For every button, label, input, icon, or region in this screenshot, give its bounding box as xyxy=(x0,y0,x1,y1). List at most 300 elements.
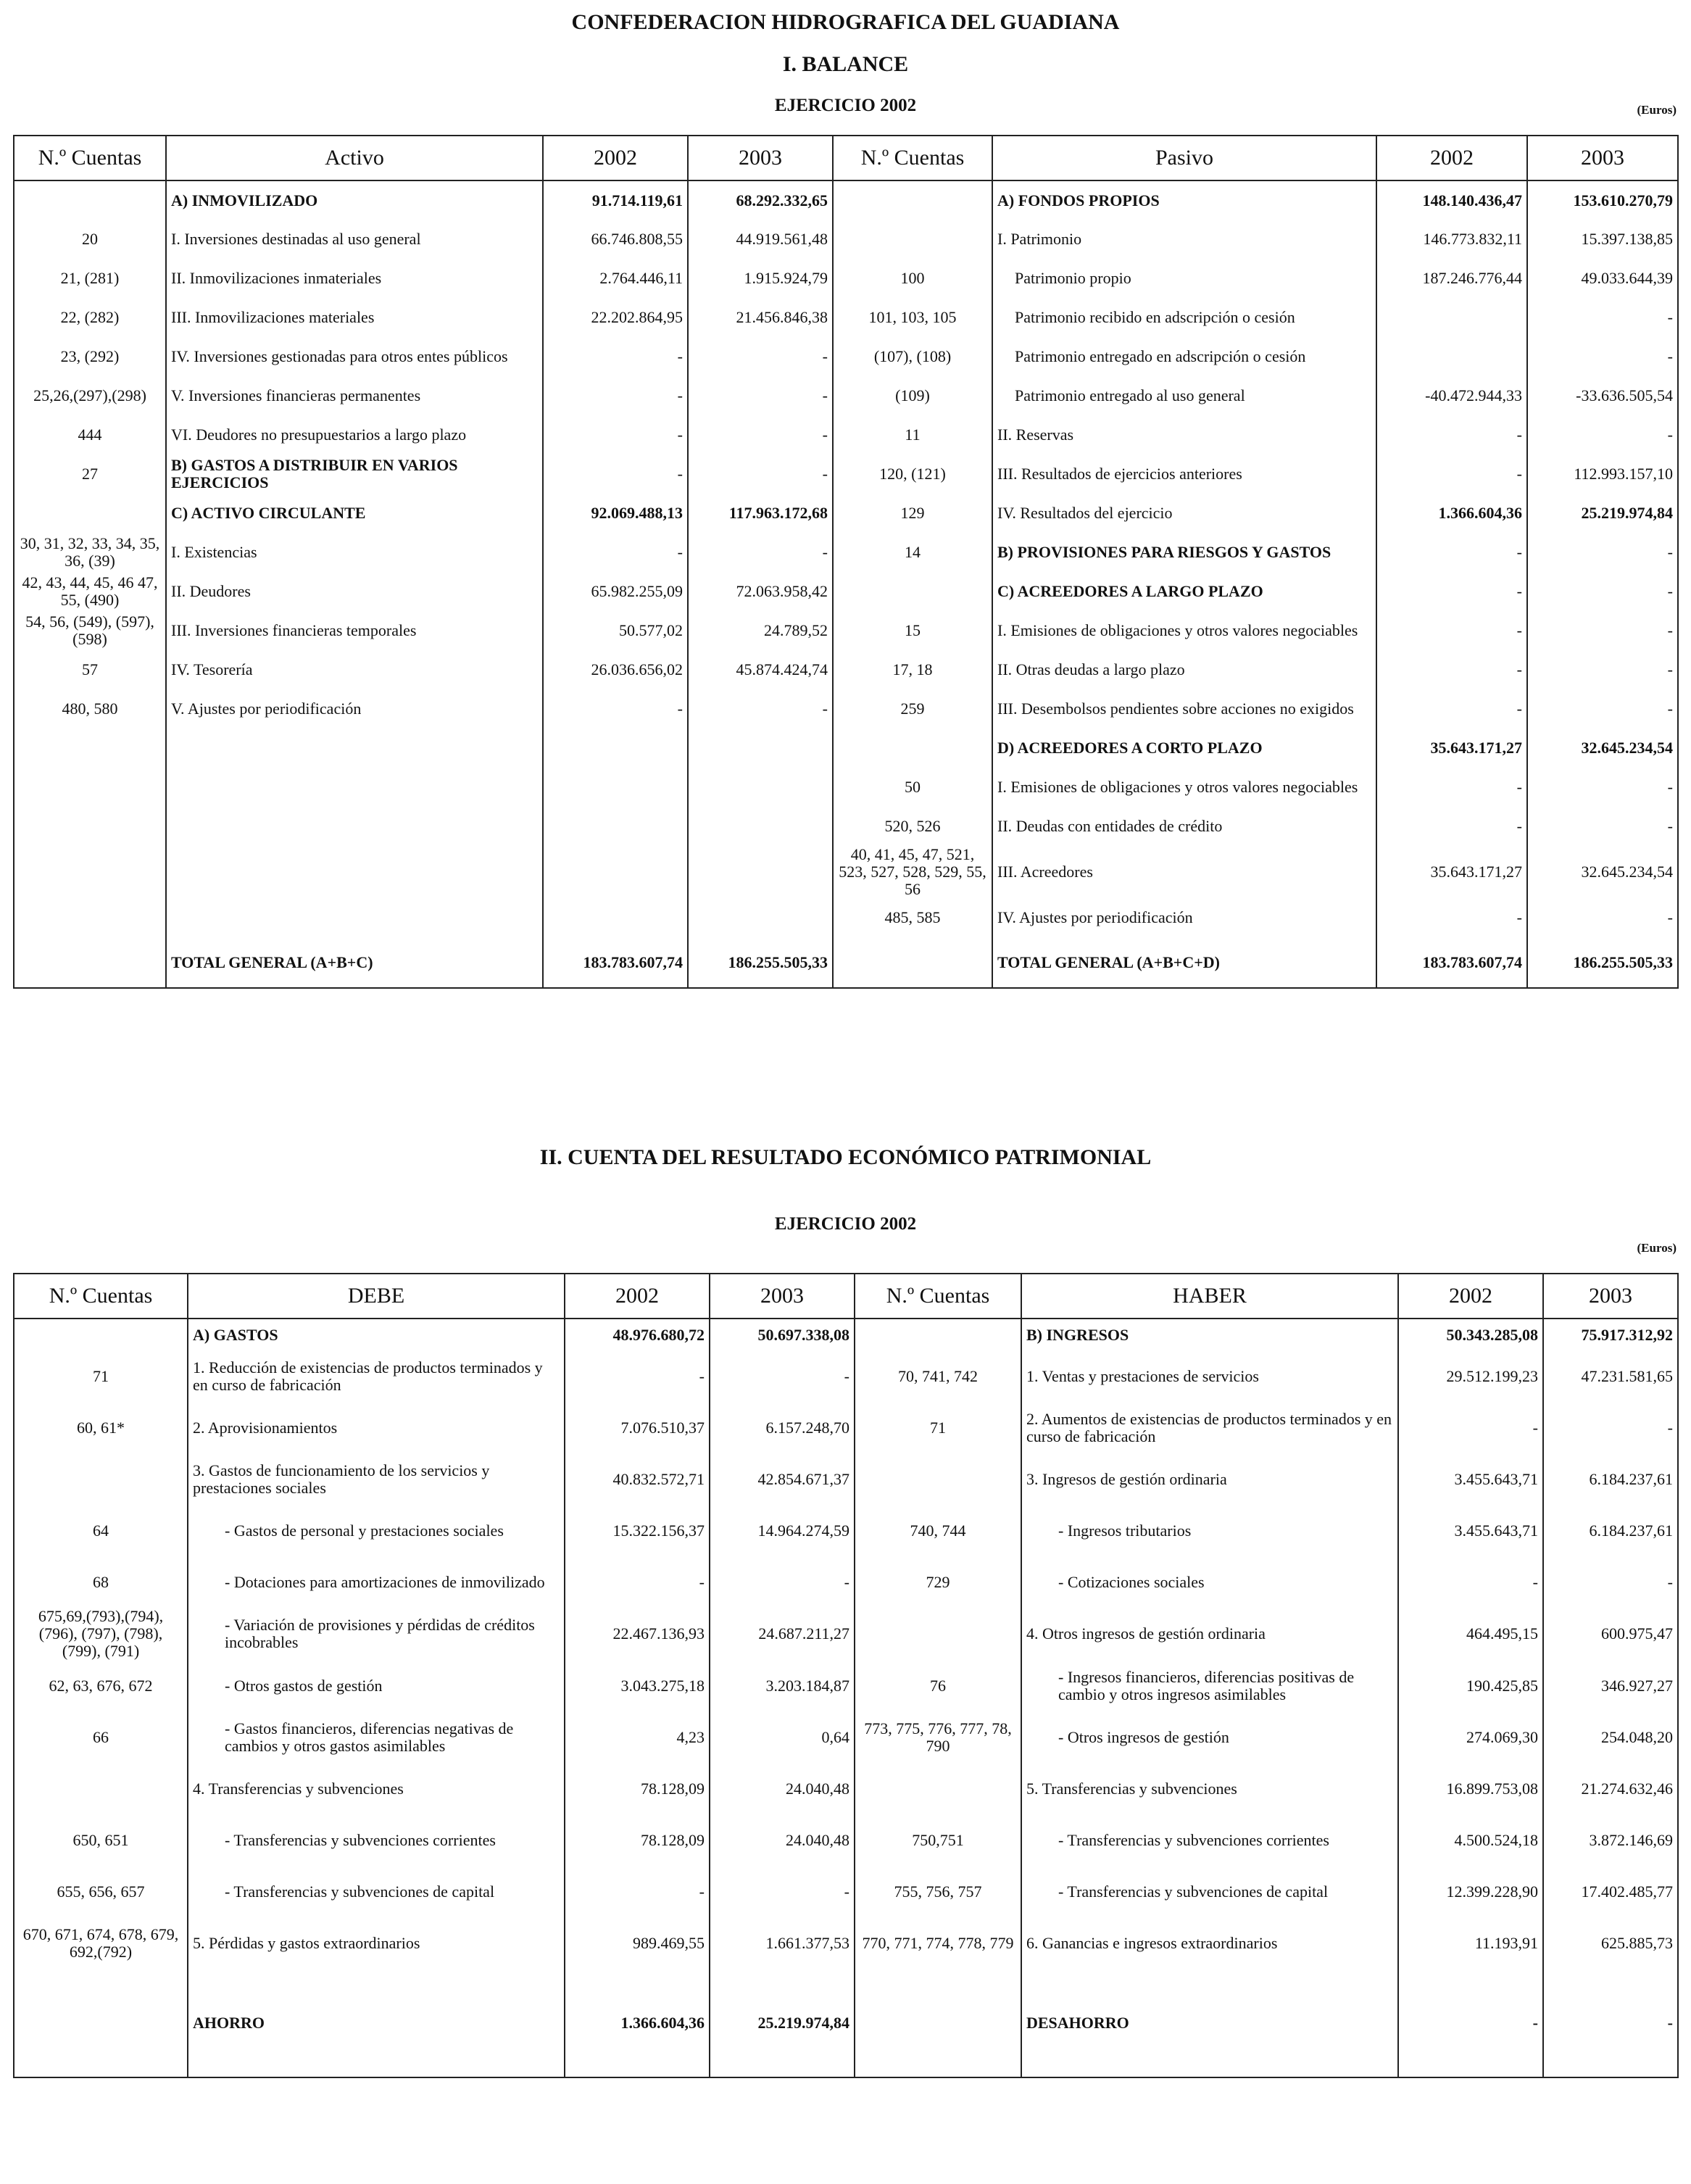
account-code-cell xyxy=(14,1763,188,1814)
table-row xyxy=(14,1711,1678,1763)
table-row xyxy=(14,298,1678,337)
concept-cell: 2. Aprovisionamientos xyxy=(188,1402,565,1453)
amount-cell: - xyxy=(688,689,833,728)
concept-cell: III. Inmovilizaciones materiales xyxy=(166,298,543,337)
concept-cell: Patrimonio recibido en adscripción o cesión xyxy=(992,298,1376,337)
account-code-cell xyxy=(14,846,166,898)
amount-cell: 190.425,85 xyxy=(1398,1660,1543,1711)
account-code-cell: 480, 580 xyxy=(14,689,166,728)
concept-cell xyxy=(166,807,543,846)
account-code-cell xyxy=(855,1319,1021,1350)
amount-cell: 0,64 xyxy=(710,1711,855,1763)
concept-cell: - Otros gastos de gestión xyxy=(188,1660,565,1711)
account-code-cell: 485, 585 xyxy=(833,898,992,937)
table-row xyxy=(14,494,1678,533)
amount-cell: - xyxy=(543,533,688,572)
account-code-cell: 25,26,(297),(298) xyxy=(14,376,166,415)
amount-cell: - xyxy=(688,337,833,376)
account-code-cell: 11 xyxy=(833,415,992,454)
concept-cell: A) GASTOS xyxy=(188,1319,565,1350)
header-cuentas: N.º Cuentas xyxy=(855,1274,1021,1319)
concept-cell: - Transferencias y subvenciones de capital xyxy=(188,1866,565,1917)
amount-cell: 183.783.607,74 xyxy=(1376,937,1527,988)
amount-cell: - xyxy=(1376,454,1527,494)
table-row xyxy=(14,1608,1678,1660)
amount-cell xyxy=(1376,298,1527,337)
amount-cell: 91.714.119,61 xyxy=(543,180,688,220)
amount-cell: - xyxy=(565,1866,710,1917)
concept-cell: II. Otras deudas a largo plazo xyxy=(992,650,1376,689)
concept-cell: - Ingresos financieros, diferencias positivas de cambio y otros ingresos asimilables xyxy=(1021,1660,1398,1711)
amount-cell: - xyxy=(543,337,688,376)
amount-cell xyxy=(688,846,833,898)
amount-cell: - xyxy=(1527,572,1678,611)
amount-cell: 6.157.248,70 xyxy=(710,1402,855,1453)
amount-cell: 35.643.171,27 xyxy=(1376,728,1527,768)
amount-cell: 186.255.505,33 xyxy=(688,937,833,988)
concept-cell: - Transferencias y subvenciones de capital xyxy=(1021,1866,1398,1917)
concept-cell: II. Deudas con entidades de crédito xyxy=(992,807,1376,846)
concept-cell: - Gastos financieros, diferencias negativas de cambios y otros gastos asimilables xyxy=(188,1711,565,1763)
account-code-cell: 68 xyxy=(14,1556,188,1608)
account-code-cell: 50 xyxy=(833,768,992,807)
concept-cell: IV. Ajustes por periodificación xyxy=(992,898,1376,937)
table-row xyxy=(14,650,1678,689)
concept-cell: - Cotizaciones sociales xyxy=(1021,1556,1398,1608)
account-code-cell: 66 xyxy=(14,1711,188,1763)
amount-cell: - xyxy=(1527,650,1678,689)
amount-cell: 25.219.974,84 xyxy=(710,1969,855,2077)
amount-cell: 464.495,15 xyxy=(1398,1608,1543,1660)
amount-cell: - xyxy=(1527,689,1678,728)
resultado-units: (Euros) xyxy=(1637,1241,1677,1255)
amount-cell: 65.982.255,09 xyxy=(543,572,688,611)
amount-cell: -40.472.944,33 xyxy=(1376,376,1527,415)
table-row xyxy=(14,1660,1678,1711)
account-code-cell xyxy=(855,1763,1021,1814)
account-code-cell: 14 xyxy=(833,533,992,572)
table-row xyxy=(14,846,1678,898)
account-code-cell: 54, 56, (549), (597), (598) xyxy=(14,611,166,650)
amount-cell: 25.219.974,84 xyxy=(1527,494,1678,533)
account-code-cell: 23, (292) xyxy=(14,337,166,376)
concept-cell: TOTAL GENERAL (A+B+C) xyxy=(166,937,543,988)
amount-cell: - xyxy=(688,376,833,415)
amount-cell: 14.964.274,59 xyxy=(710,1505,855,1556)
account-code-cell: 101, 103, 105 xyxy=(833,298,992,337)
concept-cell: AHORRO xyxy=(188,1969,565,2077)
account-code-cell xyxy=(855,1969,1021,2077)
concept-cell: Patrimonio entregado al uso general xyxy=(992,376,1376,415)
balance-units: (Euros) xyxy=(1637,103,1677,117)
amount-cell: 7.076.510,37 xyxy=(565,1402,710,1453)
amount-cell: 989.469,55 xyxy=(565,1917,710,1969)
balance-title: I. BALANCE xyxy=(782,52,909,76)
amount-cell: 17.402.485,77 xyxy=(1543,1866,1678,1917)
concept-cell: V. Inversiones financieras permanentes xyxy=(166,376,543,415)
concept-cell: B) PROVISIONES PARA RIESGOS Y GASTOS xyxy=(992,533,1376,572)
table-row xyxy=(14,180,1678,220)
concept-cell: III. Acreedores xyxy=(992,846,1376,898)
amount-cell: - xyxy=(565,1556,710,1608)
amount-cell xyxy=(543,846,688,898)
amount-cell: - xyxy=(688,454,833,494)
account-code-cell: 64 xyxy=(14,1505,188,1556)
amount-cell: 24.040,48 xyxy=(710,1763,855,1814)
table-row xyxy=(14,1505,1678,1556)
account-code-cell xyxy=(14,494,166,533)
header-2002: 2002 xyxy=(543,136,688,180)
header-2003: 2003 xyxy=(1543,1274,1678,1319)
amount-cell: 254.048,20 xyxy=(1543,1711,1678,1763)
concept-cell: III. Resultados de ejercicios anteriores xyxy=(992,454,1376,494)
account-code-cell xyxy=(14,728,166,768)
amount-cell: 600.975,47 xyxy=(1543,1608,1678,1660)
concept-cell xyxy=(166,728,543,768)
amount-cell: 24.040,48 xyxy=(710,1814,855,1866)
account-code-cell xyxy=(833,728,992,768)
amount-cell: 50.697.338,08 xyxy=(710,1319,855,1350)
amount-cell: 35.643.171,27 xyxy=(1376,846,1527,898)
balance-table xyxy=(13,135,1679,989)
header-activo: Activo xyxy=(166,136,543,180)
concept-cell: 5. Transferencias y subvenciones xyxy=(1021,1763,1398,1814)
amount-cell: 78.128,09 xyxy=(565,1814,710,1866)
amount-cell: - xyxy=(1543,1969,1678,2077)
amount-cell: 78.128,09 xyxy=(565,1763,710,1814)
account-code-cell: 750,751 xyxy=(855,1814,1021,1866)
resultado-subtitle: EJERCICIO 2002 xyxy=(774,1214,917,1234)
account-code-cell xyxy=(833,220,992,259)
amount-cell: 72.063.958,42 xyxy=(688,572,833,611)
amount-cell: 42.854.671,37 xyxy=(710,1453,855,1505)
account-code-cell: 22, (282) xyxy=(14,298,166,337)
header-2002: 2002 xyxy=(1398,1274,1543,1319)
amount-cell: - xyxy=(1398,1402,1543,1453)
amount-cell: 15.322.156,37 xyxy=(565,1505,710,1556)
account-code-cell: 62, 63, 676, 672 xyxy=(14,1660,188,1711)
header-2002: 2002 xyxy=(1376,136,1527,180)
amount-cell: - xyxy=(543,415,688,454)
account-code-cell: 30, 31, 32, 33, 34, 35, 36, (39) xyxy=(14,533,166,572)
concept-cell: III. Desembolsos pendientes sobre acciones no exigidos xyxy=(992,689,1376,728)
amount-cell: 3.872.146,69 xyxy=(1543,1814,1678,1866)
table-row xyxy=(14,1814,1678,1866)
account-code-cell: 27 xyxy=(14,454,166,494)
account-code-cell: 42, 43, 44, 45, 46 47, 55, (490) xyxy=(14,572,166,611)
amount-cell: - xyxy=(1376,415,1527,454)
concept-cell: III. Inversiones financieras temporales xyxy=(166,611,543,650)
table-row xyxy=(14,937,1678,988)
concept-cell: - Gastos de personal y prestaciones sociales xyxy=(188,1505,565,1556)
concept-cell xyxy=(166,768,543,807)
amount-cell: - xyxy=(1527,807,1678,846)
account-code-cell: 17, 18 xyxy=(833,650,992,689)
amount-cell: - xyxy=(688,415,833,454)
amount-cell: - xyxy=(543,376,688,415)
amount-cell: - xyxy=(1527,533,1678,572)
table-row xyxy=(14,1917,1678,1969)
amount-cell xyxy=(543,768,688,807)
amount-cell xyxy=(688,728,833,768)
amount-cell: 2.764.446,11 xyxy=(543,259,688,298)
header-cuentas: N.º Cuentas xyxy=(14,136,166,180)
amount-cell: - xyxy=(1527,415,1678,454)
amount-cell: 1.366.604,36 xyxy=(1376,494,1527,533)
account-code-cell: 60, 61* xyxy=(14,1402,188,1453)
amount-cell: - xyxy=(1527,898,1678,937)
table-row xyxy=(14,1350,1678,1402)
amount-cell xyxy=(688,898,833,937)
account-code-cell: 57 xyxy=(14,650,166,689)
account-code-cell: 20 xyxy=(14,220,166,259)
amount-cell: 1.661.377,53 xyxy=(710,1917,855,1969)
concept-cell: 6. Ganancias e ingresos extraordinarios xyxy=(1021,1917,1398,1969)
concept-cell: 4. Transferencias y subvenciones xyxy=(188,1763,565,1814)
concept-cell: - Transferencias y subvenciones corrientes xyxy=(188,1814,565,1866)
resultado-header-row xyxy=(14,1274,1678,1319)
amount-cell: 12.399.228,90 xyxy=(1398,1866,1543,1917)
account-code-cell xyxy=(833,937,992,988)
table-row xyxy=(14,259,1678,298)
account-code-cell: 773, 775, 776, 777, 78, 790 xyxy=(855,1711,1021,1763)
amount-cell: - xyxy=(688,533,833,572)
amount-cell: 16.899.753,08 xyxy=(1398,1763,1543,1814)
account-code-cell: 670, 671, 674, 678, 679, 692,(792) xyxy=(14,1917,188,1969)
concept-cell: 1. Ventas y prestaciones de servicios xyxy=(1021,1350,1398,1402)
amount-cell: - xyxy=(710,1866,855,1917)
account-code-cell: (109) xyxy=(833,376,992,415)
amount-cell: 45.874.424,74 xyxy=(688,650,833,689)
amount-cell: - xyxy=(1376,898,1527,937)
concept-cell: II. Reservas xyxy=(992,415,1376,454)
header-cuentas: N.º Cuentas xyxy=(833,136,992,180)
amount-cell: 15.397.138,85 xyxy=(1527,220,1678,259)
amount-cell xyxy=(543,807,688,846)
amount-cell: - xyxy=(1376,611,1527,650)
account-code-cell xyxy=(14,180,166,220)
table-row xyxy=(14,728,1678,768)
header-2003: 2003 xyxy=(1527,136,1678,180)
table-row xyxy=(14,1969,1678,2077)
table-row xyxy=(14,768,1678,807)
account-code-cell: 755, 756, 757 xyxy=(855,1866,1021,1917)
account-code-cell: 71 xyxy=(855,1402,1021,1453)
amount-cell: 22.202.864,95 xyxy=(543,298,688,337)
balance-subtitle: EJERCICIO 2002 xyxy=(774,96,917,115)
amount-cell xyxy=(543,728,688,768)
amount-cell: - xyxy=(1376,689,1527,728)
concept-cell: Patrimonio propio xyxy=(992,259,1376,298)
amount-cell: 24.789,52 xyxy=(688,611,833,650)
amount-cell: 274.069,30 xyxy=(1398,1711,1543,1763)
account-code-cell xyxy=(14,1319,188,1350)
concept-cell: C) ACREEDORES A LARGO PLAZO xyxy=(992,572,1376,611)
account-code-cell: 729 xyxy=(855,1556,1021,1608)
concept-cell: VI. Deudores no presupuestarios a largo plazo xyxy=(166,415,543,454)
amount-cell: 186.255.505,33 xyxy=(1527,937,1678,988)
amount-cell: - xyxy=(543,689,688,728)
amount-cell: - xyxy=(1543,1556,1678,1608)
table-row xyxy=(14,415,1678,454)
amount-cell xyxy=(688,768,833,807)
concept-cell: B) GASTOS A DISTRIBUIR EN VARIOS EJERCICIOS xyxy=(166,454,543,494)
amount-cell: 3.043.275,18 xyxy=(565,1660,710,1711)
amount-cell: 4,23 xyxy=(565,1711,710,1763)
concept-cell: IV. Tesorería xyxy=(166,650,543,689)
concept-cell: V. Ajustes por periodificación xyxy=(166,689,543,728)
account-code-cell: 770, 771, 774, 778, 779 xyxy=(855,1917,1021,1969)
amount-cell: 3.203.184,87 xyxy=(710,1660,855,1711)
amount-cell: - xyxy=(1527,611,1678,650)
account-code-cell: 675,69,(793),(794), (796), (797), (798), (799), (791) xyxy=(14,1608,188,1660)
account-code-cell xyxy=(833,180,992,220)
account-code-cell: 40, 41, 45, 47, 521, 523, 527, 528, 529, 55, 56 xyxy=(833,846,992,898)
concept-cell: Patrimonio entregado en adscripción o cesión xyxy=(992,337,1376,376)
amount-cell: - xyxy=(1376,572,1527,611)
amount-cell: 117.963.172,68 xyxy=(688,494,833,533)
table-row xyxy=(14,220,1678,259)
table-row xyxy=(14,337,1678,376)
header-pasivo: Pasivo xyxy=(992,136,1376,180)
amount-cell: 3.455.643,71 xyxy=(1398,1505,1543,1556)
amount-cell: - xyxy=(1398,1969,1543,2077)
concept-cell: I. Emisiones de obligaciones y otros valores negociables xyxy=(992,611,1376,650)
amount-cell: 21.456.846,38 xyxy=(688,298,833,337)
amount-cell: 44.919.561,48 xyxy=(688,220,833,259)
account-code-cell: 259 xyxy=(833,689,992,728)
table-row xyxy=(14,1556,1678,1608)
header-2002: 2002 xyxy=(565,1274,710,1319)
amount-cell: 3.455.643,71 xyxy=(1398,1453,1543,1505)
concept-cell: DESAHORRO xyxy=(1021,1969,1398,2077)
amount-cell: 153.610.270,79 xyxy=(1527,180,1678,220)
table-row xyxy=(14,898,1678,937)
account-code-cell: 15 xyxy=(833,611,992,650)
concept-cell: I. Patrimonio xyxy=(992,220,1376,259)
concept-cell: 5. Pérdidas y gastos extraordinarios xyxy=(188,1917,565,1969)
concept-cell: II. Inmovilizaciones inmateriales xyxy=(166,259,543,298)
account-code-cell xyxy=(855,1608,1021,1660)
amount-cell: 146.773.832,11 xyxy=(1376,220,1527,259)
amount-cell: 112.993.157,10 xyxy=(1527,454,1678,494)
amount-cell: - xyxy=(1527,298,1678,337)
account-code-cell: 520, 526 xyxy=(833,807,992,846)
amount-cell: - xyxy=(710,1350,855,1402)
account-code-cell: 71 xyxy=(14,1350,188,1402)
account-code-cell: 740, 744 xyxy=(855,1505,1021,1556)
amount-cell: 49.033.644,39 xyxy=(1527,259,1678,298)
table-row xyxy=(14,1763,1678,1814)
table-row xyxy=(14,376,1678,415)
concept-cell: I. Inversiones destinadas al uso general xyxy=(166,220,543,259)
amount-cell: 6.184.237,61 xyxy=(1543,1505,1678,1556)
amount-cell: 148.140.436,47 xyxy=(1376,180,1527,220)
concept-cell: 2. Aumentos de existencias de productos terminados y en curso de fabricación xyxy=(1021,1402,1398,1453)
concept-cell: D) ACREEDORES A CORTO PLAZO xyxy=(992,728,1376,768)
account-code-cell xyxy=(14,768,166,807)
resultado-table xyxy=(13,1273,1679,2078)
amount-cell: 1.915.924,79 xyxy=(688,259,833,298)
concept-cell: - Variación de provisiones y pérdidas de créditos incobrables xyxy=(188,1608,565,1660)
account-code-cell xyxy=(14,937,166,988)
account-code-cell: (107), (108) xyxy=(833,337,992,376)
amount-cell: 21.274.632,46 xyxy=(1543,1763,1678,1814)
amount-cell: 11.193,91 xyxy=(1398,1917,1543,1969)
amount-cell: 26.036.656,02 xyxy=(543,650,688,689)
amount-cell: 50.343.285,08 xyxy=(1398,1319,1543,1350)
amount-cell: 346.927,27 xyxy=(1543,1660,1678,1711)
concept-cell: - Transferencias y subvenciones corrientes xyxy=(1021,1814,1398,1866)
amount-cell: - xyxy=(543,454,688,494)
amount-cell: - xyxy=(1527,337,1678,376)
table-row xyxy=(14,572,1678,611)
amount-cell: 66.746.808,55 xyxy=(543,220,688,259)
concept-cell: - Otros ingresos de gestión xyxy=(1021,1711,1398,1763)
header-debe: DEBE xyxy=(188,1274,565,1319)
amount-cell: - xyxy=(1376,650,1527,689)
balance-header-row xyxy=(14,136,1678,180)
amount-cell xyxy=(688,807,833,846)
concept-cell: C) ACTIVO CIRCULANTE xyxy=(166,494,543,533)
amount-cell: 50.577,02 xyxy=(543,611,688,650)
header-cuentas: N.º Cuentas xyxy=(14,1274,188,1319)
amount-cell: 68.292.332,65 xyxy=(688,180,833,220)
concept-cell xyxy=(166,898,543,937)
amount-cell: 29.512.199,23 xyxy=(1398,1350,1543,1402)
table-row xyxy=(14,1866,1678,1917)
account-code-cell: 129 xyxy=(833,494,992,533)
concept-cell: 3. Gastos de funcionamiento de los servicios y prestaciones sociales xyxy=(188,1453,565,1505)
table-row xyxy=(14,1319,1678,1350)
amount-cell: - xyxy=(1376,533,1527,572)
header-haber: HABER xyxy=(1021,1274,1398,1319)
amount-cell: 47.231.581,65 xyxy=(1543,1350,1678,1402)
amount-cell: - xyxy=(565,1350,710,1402)
amount-cell: 22.467.136,93 xyxy=(565,1608,710,1660)
concept-cell: A) FONDOS PROPIOS xyxy=(992,180,1376,220)
account-code-cell: 21, (281) xyxy=(14,259,166,298)
concept-cell: B) INGRESOS xyxy=(1021,1319,1398,1350)
account-code-cell: 650, 651 xyxy=(14,1814,188,1866)
amount-cell: 75.917.312,92 xyxy=(1543,1319,1678,1350)
concept-cell xyxy=(166,846,543,898)
concept-cell: IV. Resultados del ejercicio xyxy=(992,494,1376,533)
account-code-cell: 70, 741, 742 xyxy=(855,1350,1021,1402)
account-code-cell xyxy=(855,1453,1021,1505)
amount-cell: 92.069.488,13 xyxy=(543,494,688,533)
amount-cell: 183.783.607,74 xyxy=(543,937,688,988)
concept-cell: 3. Ingresos de gestión ordinaria xyxy=(1021,1453,1398,1505)
concept-cell: - Dotaciones para amortizaciones de inmovilizado xyxy=(188,1556,565,1608)
amount-cell: 40.832.572,71 xyxy=(565,1453,710,1505)
account-code-cell xyxy=(14,1969,188,2077)
amount-cell: 32.645.234,54 xyxy=(1527,846,1678,898)
concept-cell: I. Emisiones de obligaciones y otros valores negociables xyxy=(992,768,1376,807)
table-row xyxy=(14,1453,1678,1505)
header-2003: 2003 xyxy=(688,136,833,180)
amount-cell: 24.687.211,27 xyxy=(710,1608,855,1660)
concept-cell: A) INMOVILIZADO xyxy=(166,180,543,220)
table-row xyxy=(14,689,1678,728)
table-row xyxy=(14,533,1678,572)
account-code-cell xyxy=(14,898,166,937)
concept-cell: 4. Otros ingresos de gestión ordinaria xyxy=(1021,1608,1398,1660)
account-code-cell: 444 xyxy=(14,415,166,454)
account-code-cell xyxy=(14,1453,188,1505)
amount-cell: -33.636.505,54 xyxy=(1527,376,1678,415)
account-code-cell xyxy=(833,572,992,611)
